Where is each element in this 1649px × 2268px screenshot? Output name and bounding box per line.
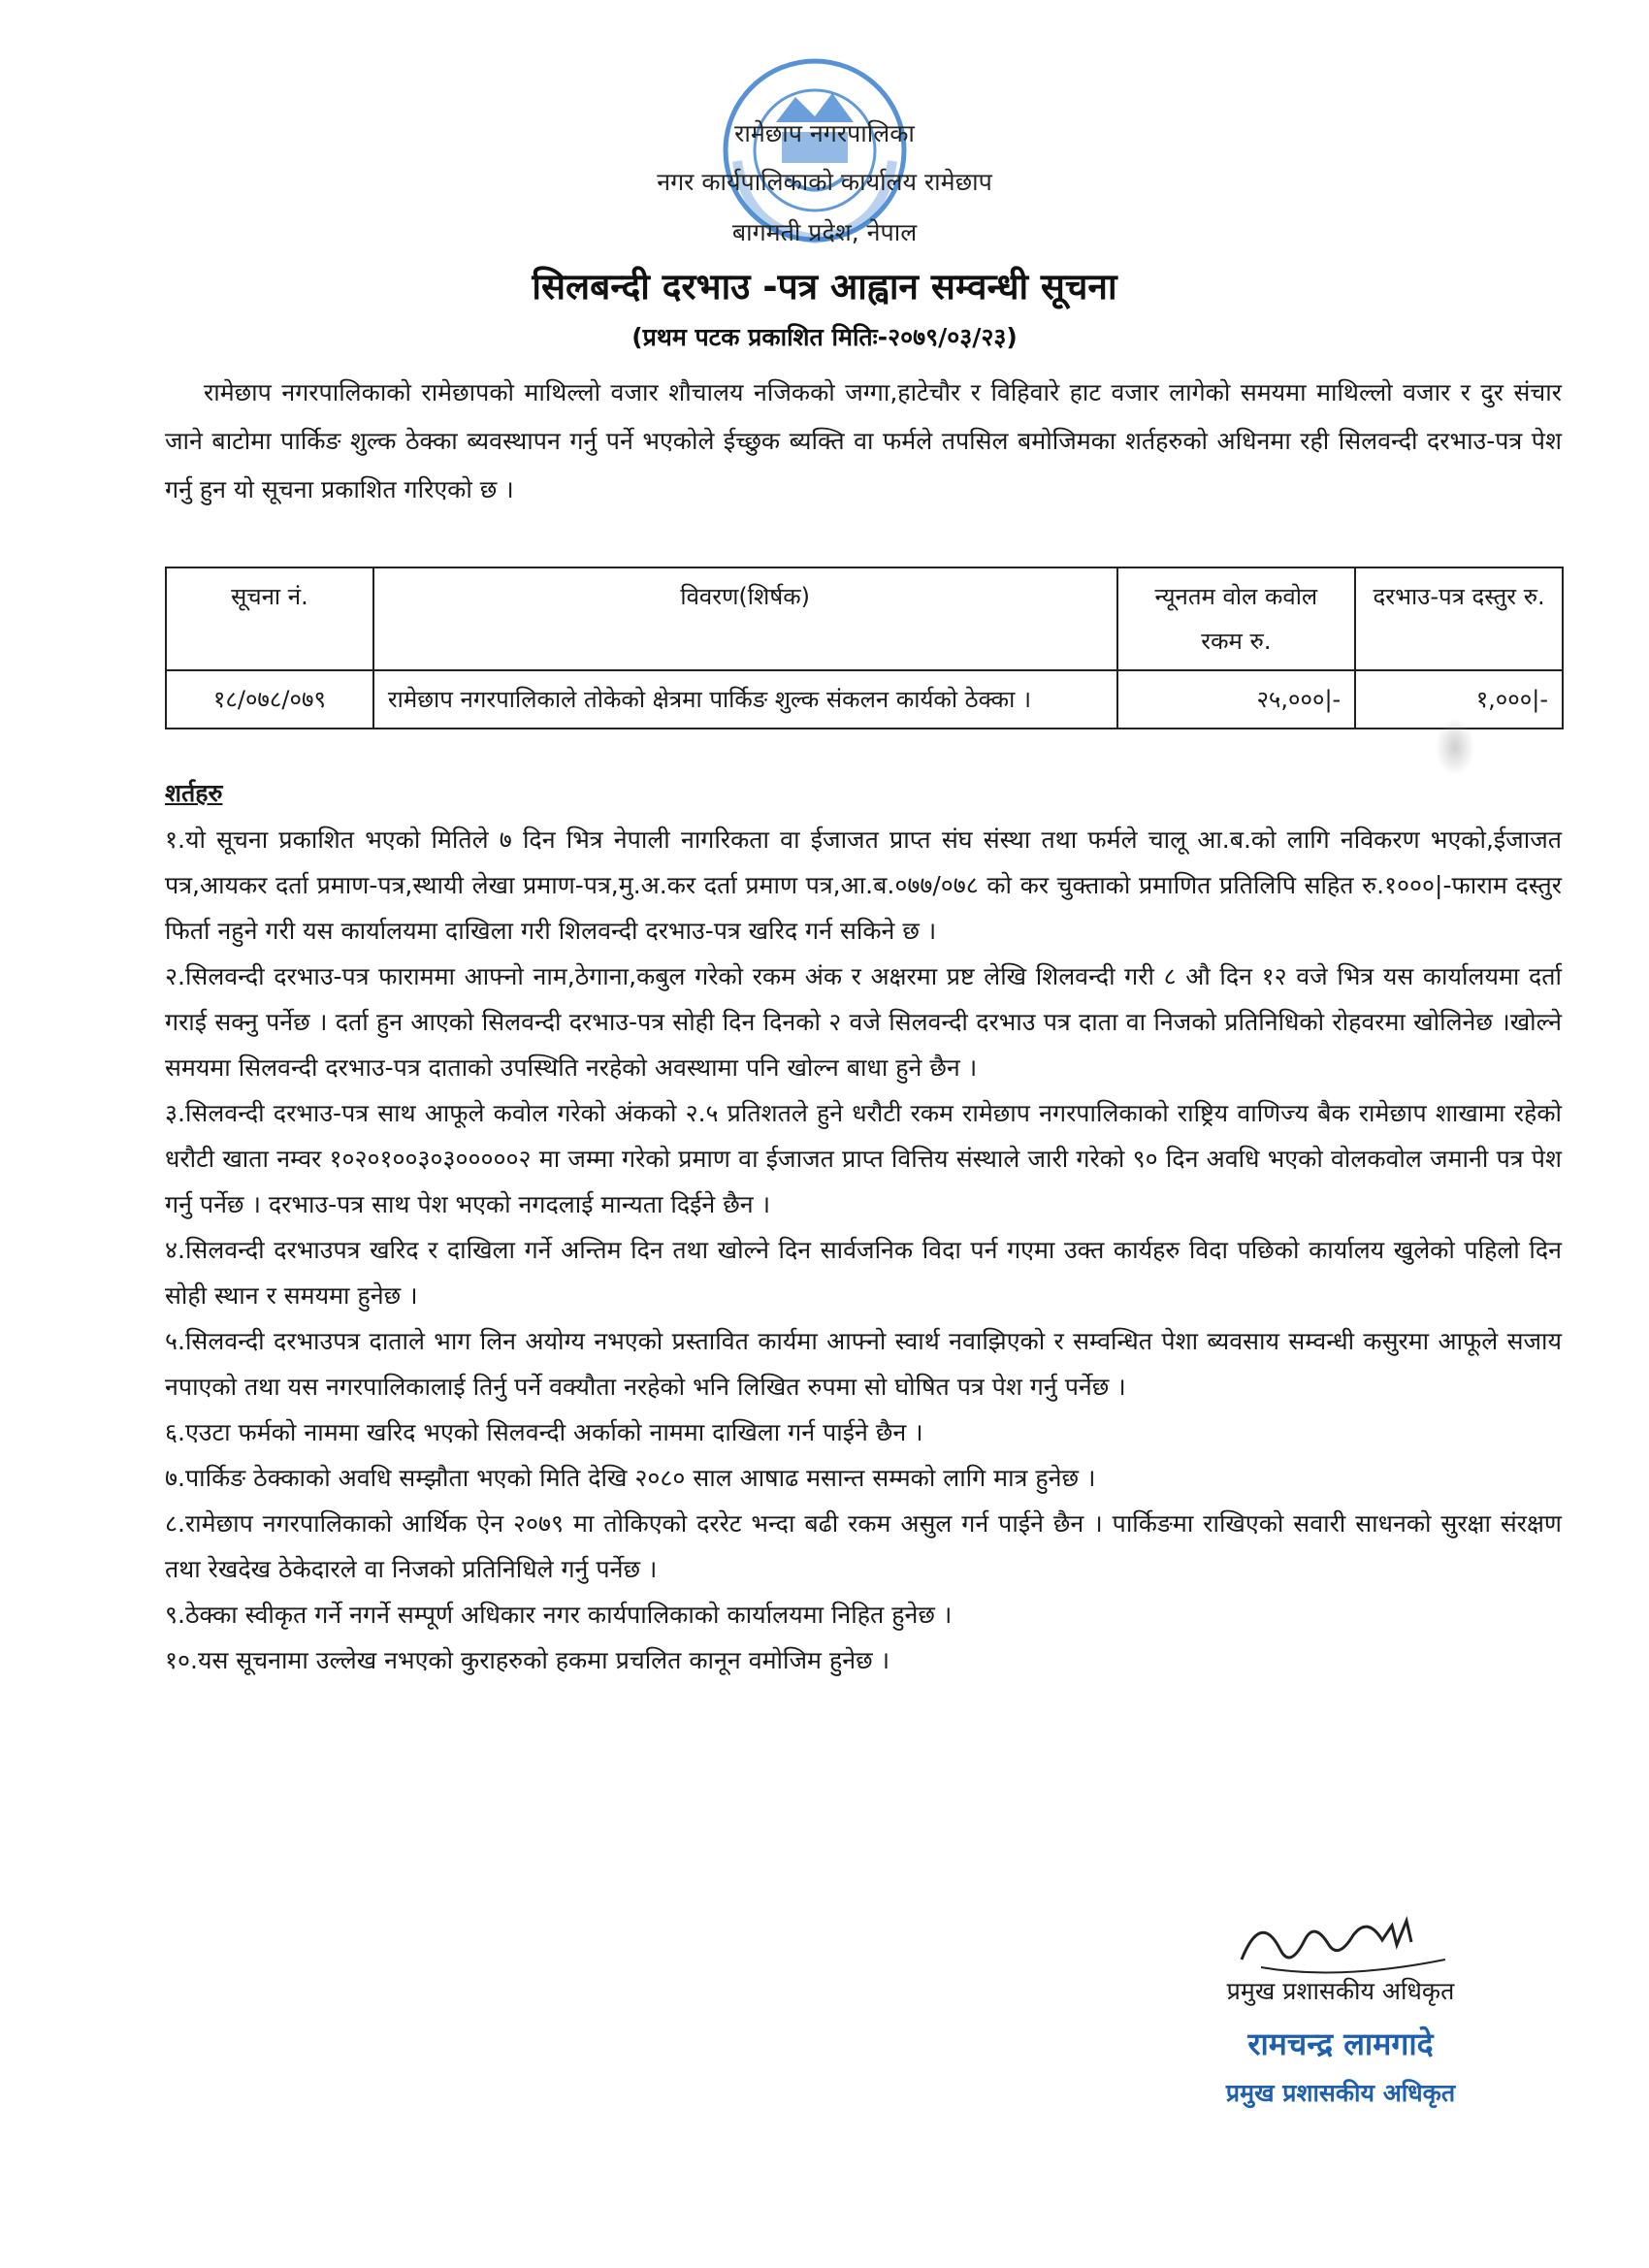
- cell-notice-no: १८/०७८/०७९: [166, 670, 373, 729]
- col-fee: दरभाउ-पत्र दस्तुर रु.: [1355, 567, 1563, 670]
- publication-date: (प्रथम पटक प्रकाशित मितिः-२०७९/०३/२३): [631, 323, 1018, 351]
- tender-table: [165, 567, 1564, 729]
- condition-item: २.सिलवन्दी दरभाउ-पत्र फाराममा आफ्नो नाम,ठेगाना,कबुल गरेको रकम अंक र अक्षरमा प्रष्ट लेखि शिलवन्दी गरी ८ औ दिन १२ वजे भित्र यस कार्यालयमा दर्ता गराई सक्नु पर्नेछ । दर्ता हुन आएको सिलवन्दी दरभाउ-पत्र सोही दिन दिनको २ वजे सिलवन्दी दरभाउ पत्र दाता वा निजको प्रतिनिधिको रोहवरमा खोलिनेछ ।खोल्ने समयमा सिलवन्दी दरभाउ-पत्र दाताको उपस्थिति नरहेको अवस्थामा पनि खोल्न बाधा हुने छैन ।: [165, 962, 1562, 1082]
- cell-min-bid: २५,०००|-: [1117, 670, 1356, 729]
- notice-title: सिलबन्दी दरभाउ -पत्र आह्वान सम्वन्धी सूचना: [532, 266, 1117, 308]
- table-header-row: [166, 567, 1563, 670]
- stamp-officer-designation: प्रमुख प्रशासकीय अधिकृत: [1225, 2079, 1456, 2107]
- condition-item: ३.सिलवन्दी दरभाउ-पत्र साथ आफूले कवोल गरेको अंकको २.५ प्रतिशतले हुने धरौटी रकम रामेछाप नगरपालिकाको राष्ट्रिय वाणिज्य बैक रामेछाप शाखामा रहेको धरौटी खाता नम्वर १०२०१००३०३०००००२ मा जम्मा गरेको प्रमाण वा ईजाजत प्राप्त वित्तिय संस्थाले जारी गरेको ९० दिन अवधि भएको वोलकवोल जमानी पत्र पेश गर्नु पर्नेछ । दरभाउ-पत्र साथ पेश भएको नगदलाई मान्यता दिईने छैन ।: [165, 1099, 1562, 1218]
- header-province: बागमती प्रदेश, नेपाल: [731, 218, 918, 246]
- condition-item: ६.एउटा फर्मको नाममा खरिद भएको सिलवन्दी अर्काको नाममा दाखिला गर्न पाईने छैन ।: [165, 1418, 923, 1446]
- conditions-list: [165, 817, 1562, 1683]
- signatory-title: प्रमुख प्रशासकीय अधिकृत: [1226, 1977, 1455, 2005]
- scan-smudge: [1436, 718, 1474, 776]
- header-office-name: नगर कार्यपालिकाको कार्यालय रामेछाप: [657, 168, 992, 196]
- intro-paragraph: रामेछाप नगरपालिकाको रामेछापको माथिल्लो वजार शौचालय नजिकको जग्गा,हाटेचौर र विहिवारे हाट वजार लागेको समयमा माथिल्लो वजार र दुर संचार जाने बाटोमा पार्किङ शुल्क ठेक्का ब्यवस्थापन गर्नु पर्ने भएकोले ईच्छुक ब्यक्ति वा फर्मले तपसिल बमोजिमका शर्तहरुको अधिनमा रही सिलवन्दी दरभाउ-पत्र पेश गर्नु हुन यो सूचना प्रकाशित गरिएको छ ।: [165, 378, 1562, 503]
- col-description: विवरण(शिर्षक): [373, 567, 1117, 670]
- condition-item: ५.सिलवन्दी दरभाउपत्र दाताले भाग लिन अयोग्य नभएको प्रस्तावित कार्यमा आफ्नो स्वार्थ नवाझिएको र सम्वन्धित पेशा ब्यवसाय सम्वन्धी कसुरमा आफूले सजाय नपाएको तथा यस नगरपालिकालाई तिर्नु पर्ने वक्यौता नरहेको भनि लिखित रुपमा सो घोषित पत्र पेश गर्नु पर्नेछ ।: [165, 1327, 1562, 1401]
- header-municipality-name: रामेछाप नगरपालिका: [734, 119, 915, 147]
- condition-item: १.यो सूचना प्रकाशित भएको मितिले ७ दिन भित्र नेपाली नागरिकता वा ईजाजत प्राप्त संघ संस्था तथा फर्मले चालू आ.ब.को लागि नविकरण भएको,ईजाजत पत्र,आयकर दर्ता प्रमाण-पत्र,स्थायी लेखा प्रमाण-पत्र,मु.अ.कर दर्ता प्रमाण पत्र,आ.ब.०७७/०७८ को कर चुक्ताको प्रमाणित प्रतिलिपि सहित रु.१०००|-फाराम दस्तुर फिर्ता नहुने गरी यस कार्यालयमा दाखिला गरी शिलवन्दी दरभाउ-पत्र खरिद गर्न सकिने छ ।: [165, 826, 1562, 945]
- col-min-bid: न्यूनतम वोल कवोल रकम रु.: [1117, 567, 1356, 670]
- condition-item: ९.ठेक्का स्वीकृत गर्ने नगर्ने सम्पूर्ण अधिकार नगर कार्यपालिकाको कार्यालयमा निहित हुनेछ ।: [165, 1601, 953, 1629]
- conditions-heading: शर्तहरु: [165, 779, 223, 807]
- cell-fee: १,०००|-: [1355, 670, 1563, 729]
- cell-description: रामेछाप नगरपालिकाले तोकेको क्षेत्रमा पार्किङ शुल्क संकलन कार्यको ठेक्का ।: [373, 670, 1117, 729]
- condition-item: ४.सिलवन्दी दरभाउपत्र खरिद र दाखिला गर्ने अन्तिम दिन तथा खोल्ने दिन सार्वजनिक विदा पर्न गएमा उक्त कार्यहरु विदा पछिको कार्यालय खुलेको पहिलो दिन सोही स्थान र समयमा हुनेछ ।: [165, 1236, 1562, 1310]
- table-row: [166, 670, 1563, 729]
- condition-item: ७.पार्किङ ठेक्काको अवधि सम्झौता भएको मिति देखि २०८० साल आषाढ मसान्त सम्मको लागि मात्र हुनेछ ।: [165, 1464, 1096, 1492]
- condition-item: १०.यस सूचनामा उल्लेख नभएको कुराहरुको हकमा प्रचलित कानून वमोजिम हुनेछ ।: [165, 1646, 890, 1674]
- col-notice-no: सूचना नं.: [166, 567, 373, 670]
- condition-item: ८.रामेछाप नगरपालिकाको आर्थिक ऐन २०७९ मा तोकिएको दररेट भन्दा बढी रकम असुल गर्न पाईने छैन । पार्किङमा राखिएको सवारी साधनको सुरक्षा संरक्षण तथा रेखदेख ठेकेदारले वा निजको प्रतिनिधिले गर्नु पर्नेछ ।: [165, 1509, 1562, 1583]
- stamp-officer-name: रामचन्द्र लामगादे: [1247, 2025, 1434, 2062]
